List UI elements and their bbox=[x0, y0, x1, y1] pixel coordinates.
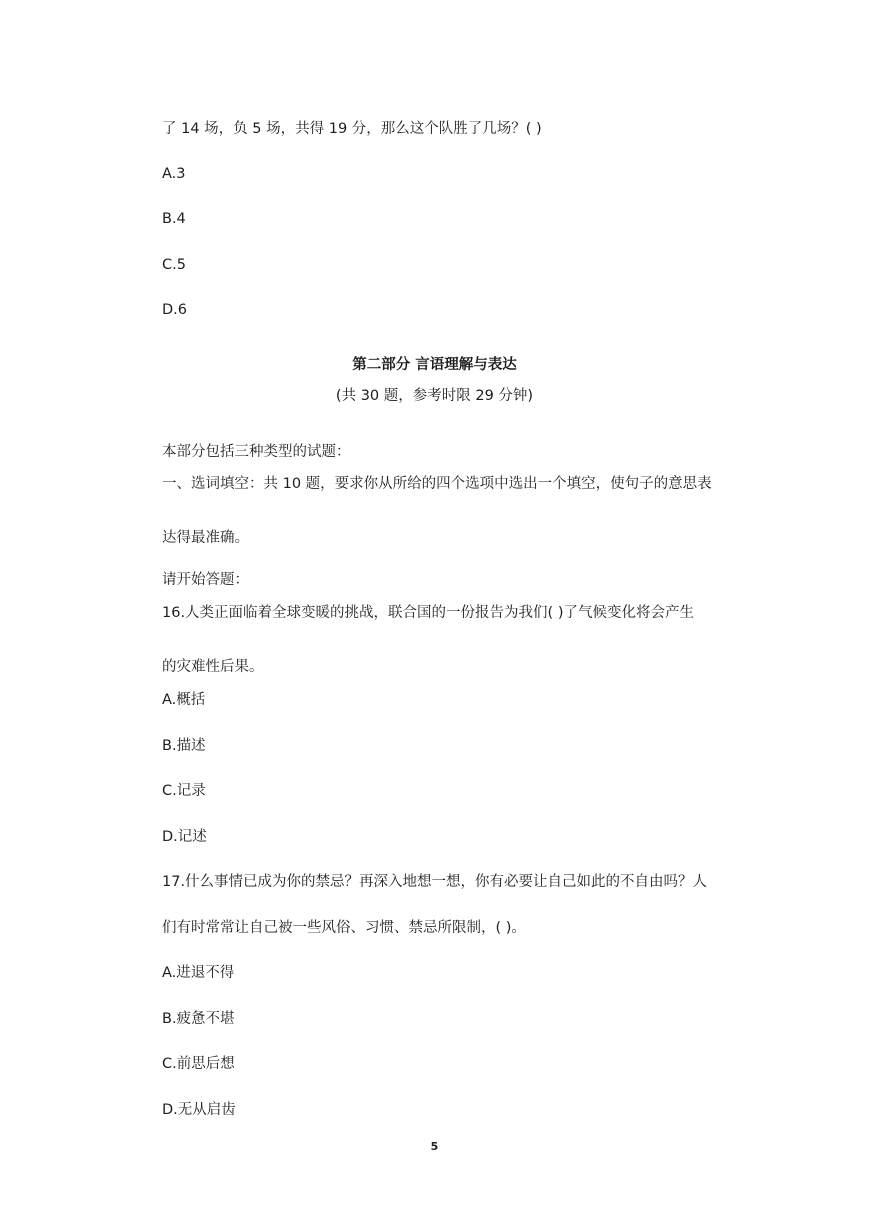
page-number: 5 bbox=[430, 1140, 439, 1153]
question-17-line-2: 们有时常常让自己被一些风俗、习惯、禁忌所限制，( )。 bbox=[162, 920, 526, 936]
question-16-option-a: A.概括 bbox=[162, 692, 206, 708]
section-intro: 本部分包括三种类型的试题： bbox=[162, 444, 351, 460]
question-15-option-c: C.5 bbox=[162, 257, 186, 273]
question-17-option-b: B.疲惫不堪 bbox=[162, 1011, 235, 1027]
question-16-option-c: C.记录 bbox=[162, 783, 206, 799]
question-16-option-d: D.记述 bbox=[162, 829, 207, 845]
start-instruction: 请开始答题： bbox=[162, 572, 249, 588]
section-title: 第二部分 言语理解与表达 bbox=[352, 357, 517, 373]
question-17-option-c: C.前思后想 bbox=[162, 1056, 235, 1072]
question-16-line-2: 的灾难性后果。 bbox=[162, 659, 264, 675]
question-16-line-1: 16.人类正面临着全球变暖的挑战，联合国的一份报告为我们( )了气候变化将会产生 bbox=[162, 605, 694, 621]
question-15-option-b: B.4 bbox=[162, 211, 186, 227]
question-type-1-line-2: 达得最准确。 bbox=[162, 530, 249, 546]
section-subtitle: (共 30 题，参考时限 29 分钟) bbox=[335, 388, 534, 404]
question-15-option-d: D.6 bbox=[162, 302, 187, 318]
question-17-option-d: D.无从启齿 bbox=[162, 1102, 236, 1118]
question-17-option-a: A.进退不得 bbox=[162, 965, 235, 981]
question-16-option-b: B.描述 bbox=[162, 738, 206, 754]
question-17-line-1: 17.什么事情已成为你的禁忌？再深入地想一想，你有必要让自己如此的不自由吗？人 bbox=[162, 874, 708, 890]
question-15-stem: 了 14 场，负 5 场，共得 19 分，那么这个队胜了几场？( ) bbox=[162, 121, 542, 137]
question-type-1-line-1: 一、选词填空：共 10 题，要求你从所给的四个选项中选出一个填空，使句子的意思表 bbox=[162, 476, 712, 492]
question-15-option-a: A.3 bbox=[162, 166, 186, 182]
